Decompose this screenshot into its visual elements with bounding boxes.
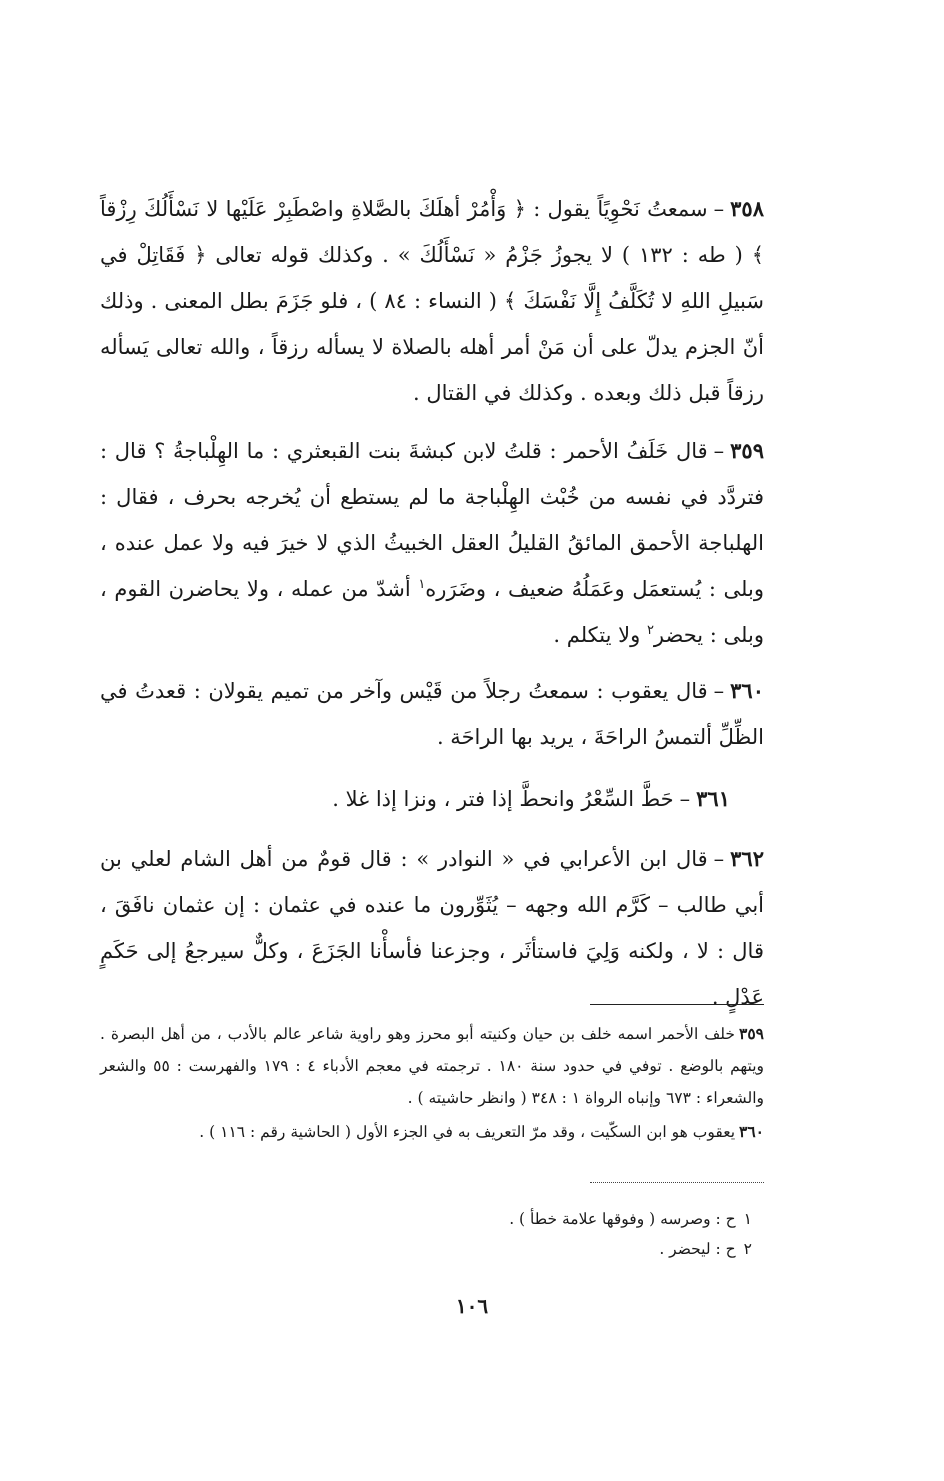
textual-note-marker: ١ (743, 1210, 752, 1228)
entry-number: ٣٦٠ (730, 678, 764, 703)
entry-text: ولا يتكلم . (553, 623, 647, 647)
textual-note-marker: ٢ (743, 1240, 752, 1258)
footnote-separator (590, 1004, 764, 1005)
entry-dash: – (713, 197, 725, 221)
footnote-number: ٣٥٩ (739, 1024, 764, 1043)
entry-text: أشدّ من عمله ، ولا يحاضرن القوم ، وبلى : يحضر (100, 577, 764, 647)
textual-note-1 (100, 1204, 764, 1234)
footnote-360 (100, 1116, 764, 1148)
entry-text: قال يعقوب : سمعتُ رجلاً من قَيْس وآخر من تميم يقولان : قعدتُ في الظِّلِّ ألتمسُ الراحَةَ ، يريد بها الراحَة . (100, 679, 764, 749)
entry-number: ٣٦٢ (730, 846, 764, 871)
footnote-number: ٣٦٠ (739, 1122, 764, 1141)
entry-dash: – (713, 679, 725, 703)
entry-359 (100, 428, 764, 658)
entry-text: قال خَلَفُ الأحمر : قلتُ لابن كبشةَ بنت القبعثري : ما الهِلْباجةُ ؟ قال : فتردَّد في نفسه من خُبْث الهِلْباجة ما لم يستطع أن يُخرجه بحرف ، فقال : الهلباجة الأحمق المائقُ القليلُ العقل الخبيثُ الذي لا خيرَ فيه ولا عمل عنده ، وبلى : يُستعمَل وعَمَلُهُ ضعيف ، وضَرَره (100, 439, 764, 601)
footnote-text: خلف الأحمر اسمه خلف بن حيان وكنيته أبو محرز وهو راوية شاعر عالم بالأدب ، من أهل البصرة . ويتهم بالوضع . توفي في حدود سنة ١٨٠ . ترجمته في معجم الأدباء ٤ : ١٧٩ والفهرست : ٥٥ والشعر والشعراء : ٦٧٣ وإنباه الرواة ١ : ٣٤٨ ( وانظر حاشيته ) . (100, 1025, 765, 1107)
entry-361 (100, 776, 764, 822)
footnote-359 (100, 1018, 764, 1114)
entry-360 (100, 668, 764, 760)
entry-text: حَطَّ السِّعْرُ وانحطَّ إذا فتر ، ونزا إذا غلا . (332, 787, 674, 811)
entry-dash: – (679, 787, 691, 811)
note-marker: ٢ (646, 623, 654, 638)
note-marker: ١ (418, 577, 426, 592)
entry-362 (100, 836, 764, 1020)
entry-dash: – (713, 847, 725, 871)
footnote-text: يعقوب هو ابن السكّيت ، وقد مرّ التعريف به في الجزء الأول ( الحاشية رقم : ١١٦ ) . (199, 1123, 736, 1141)
entry-number: ٣٦١ (696, 786, 730, 811)
textual-note-2 (100, 1234, 764, 1264)
textual-note-text: ح : وصرسه ( وفوقها علامة خطأ ) . (509, 1210, 736, 1228)
entry-text: سمعتُ نَحْوِيًاً يقول : ﴿ وَأْمُرْ أهلَكَ بالصَّلاةِ واصْطَبِرْ عَلَيْها لا نَسْأَلُكَ رِزْقاً ﴾ ( طه : ١٣٢ ) لا يجوزُ جَزْمُ « نَسْأَلُكَ » . وكذلك قوله تعالى ﴿ فَقَاتِلْ في سَبيلِ اللهِ لا تُكَلَّفُ إِلَّا نَفْسَكَ ﴾ ( النساء : ٨٤ ) ، فلو جَزَمَ بطل المعنى . وذلك أنّ الجزم يدلّ على أن مَنْ أمر أهله بالصلاة لا يسأله رزقاً ، والله تعالى يَسأله رزقاً قبل ذلك وبعده . وكذلك في القتال . (100, 197, 764, 405)
entry-dash: – (713, 439, 725, 463)
textual-note-text: ح : ليحضر . (659, 1240, 736, 1258)
entry-358 (100, 186, 764, 416)
entry-number: ٣٥٩ (730, 438, 764, 463)
entry-number: ٣٥٨ (730, 196, 764, 221)
page-number: ١٠٦ (455, 1294, 489, 1318)
entry-text: قال ابن الأعرابي في « النوادر » : قال قومٌ من أهل الشام لعلي بن أبي طالب – كَرَّم الله وجهه – يُثَوِّرون ما عنده في عثمان : إن عثمان نافَقَ ، قال : لا ، ولكنه وَلِيَ فاستأثَر ، وجزعنا فأسأْنا الجَزَعَ ، وكلٌّ سيرجعُ إلى حَكَمٍ عَدْلٍ . (100, 847, 764, 1009)
textual-notes-separator (590, 1182, 764, 1183)
